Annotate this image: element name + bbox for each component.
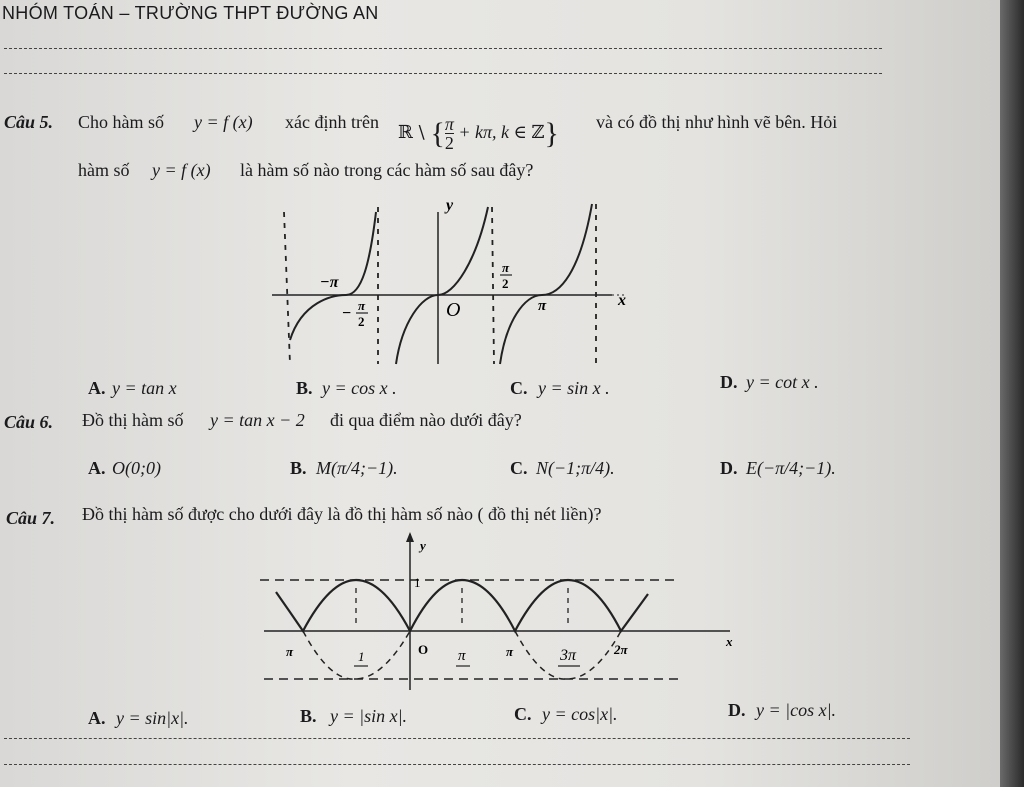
q5-pi-label: π xyxy=(538,298,547,314)
q6-option-d-text[interactable]: E(−π/4;−1). xyxy=(746,458,836,478)
q5-option-a-text[interactable]: y = tan x xyxy=(112,378,177,398)
svg-text:π: π xyxy=(358,298,366,313)
q5-label: Câu 5. xyxy=(4,112,54,132)
q5-domain-set: ℝ \ { $\frac{\pi}{2}$ + kπ, k ∈ ℤ} xyxy=(398,114,559,154)
q6-text-a: Đồ thị hàm số xyxy=(82,410,184,430)
q5-option-b-text[interactable]: y = cos x . xyxy=(322,378,397,398)
q7-option-c-text[interactable]: y = cos|x|. xyxy=(542,704,618,724)
q5-line1-a: Cho hàm số xyxy=(78,112,165,132)
q6-function: y = tan x − 2 xyxy=(210,410,305,430)
tan-branch-3 xyxy=(500,204,592,364)
svg-text:2: 2 xyxy=(502,276,509,291)
q7-half-pi-label xyxy=(456,648,470,666)
q7-text: Đồ thị hàm số được cho dưới đây là đồ thị hàm số nào ( đồ thị nét liền)? xyxy=(82,504,602,524)
q5-option-a-letter[interactable]: A. xyxy=(88,378,106,398)
q5-line1-c: và có đồ thị như hình vẽ bên. Hỏi xyxy=(596,112,838,132)
q7-option-b-letter[interactable]: B. xyxy=(300,706,317,726)
q5-half-pi-label xyxy=(500,260,512,291)
q7-option-a-letter[interactable]: A. xyxy=(88,708,106,728)
q7-option-b-text[interactable]: y = |sin x|. xyxy=(330,706,408,726)
q7-option-d-text[interactable]: y = |cos x|. xyxy=(756,700,837,720)
page-edge-shadow xyxy=(1000,0,1024,787)
q6-option-d-letter[interactable]: D. xyxy=(720,458,738,478)
q5-function-2: y = f (x) xyxy=(152,160,211,180)
q7-option-c-letter[interactable]: C. xyxy=(514,704,532,724)
asymptote-half-pi xyxy=(492,207,494,364)
q6-option-c-text[interactable]: N(−1;π/4). xyxy=(536,458,615,478)
tan-branch-2 xyxy=(396,207,488,364)
q7-three-half-pi-label xyxy=(558,647,580,666)
q5-line1-b: xác định trên xyxy=(285,112,379,132)
q6-option-c-letter[interactable]: C. xyxy=(510,458,528,478)
q5-origin-label: O xyxy=(446,299,461,321)
q5-option-c-letter[interactable]: C. xyxy=(510,378,528,398)
q6-option-b-text[interactable]: M(π/4;−1). xyxy=(316,458,398,478)
q7-two-pi-label: 2π xyxy=(614,642,628,657)
q6-option-a-text[interactable]: O(0;0) xyxy=(112,458,161,478)
q5-option-b-letter[interactable]: B. xyxy=(296,378,313,398)
q5-minus-half-pi-label xyxy=(342,298,368,329)
page-header: NHÓM TOÁN – TRƯỜNG THPT ĐƯỜNG AN xyxy=(2,3,379,23)
footer-rule-2 xyxy=(4,764,910,765)
svg-text:3π: 3π xyxy=(560,647,577,664)
q5-option-d-text[interactable]: y = cot x . xyxy=(746,372,819,392)
q7-neg-pi-label: π xyxy=(286,644,294,659)
q5-line2-a: hàm số xyxy=(78,160,130,180)
q5-tan-graph xyxy=(262,192,642,368)
q7-option-d-letter[interactable]: D. xyxy=(728,700,746,720)
q7-label: Câu 7. xyxy=(6,508,56,528)
header-rule-2 xyxy=(4,73,882,74)
q6-text-b: đi qua điểm nào dưới đây? xyxy=(330,410,522,430)
svg-text:2: 2 xyxy=(358,314,365,329)
svg-text:π: π xyxy=(502,260,510,275)
q7-x-label: x xyxy=(726,634,733,649)
q7-one-label: 1 xyxy=(414,575,421,590)
q5-minus-pi-label: −π xyxy=(320,274,339,291)
q6-label: Câu 6. xyxy=(4,412,54,432)
asymptote-left xyxy=(284,212,290,364)
q7-graph xyxy=(250,532,750,692)
q7-option-a-text[interactable]: y = sin|x|. xyxy=(116,708,189,728)
q7-y-label: y xyxy=(420,538,426,553)
svg-text:−: − xyxy=(342,305,352,322)
q6-option-b-letter[interactable]: B. xyxy=(290,458,307,478)
q5-option-d-letter[interactable]: D. xyxy=(720,372,738,392)
svg-text:π: π xyxy=(458,648,466,664)
q7-origin-label: O xyxy=(418,642,429,657)
q5-line2-b: là hàm số nào trong các hàm số sau đây? xyxy=(240,160,534,180)
q7-neg-half-pi-label xyxy=(354,649,368,666)
footer-rule-1 xyxy=(4,738,910,739)
solid-curve xyxy=(276,580,648,631)
q5-x-label: x xyxy=(618,292,626,309)
dashed-arc-left xyxy=(303,631,410,679)
q5-option-c-text[interactable]: y = sin x . xyxy=(538,378,610,398)
q7-pi-label: π xyxy=(506,644,514,659)
q6-option-a-letter[interactable]: A. xyxy=(88,458,106,478)
svg-text:1: 1 xyxy=(358,649,365,664)
q5-y-label: y xyxy=(446,197,454,214)
q5-function: y = f (x) xyxy=(194,112,253,132)
header-rule-1 xyxy=(4,48,882,49)
